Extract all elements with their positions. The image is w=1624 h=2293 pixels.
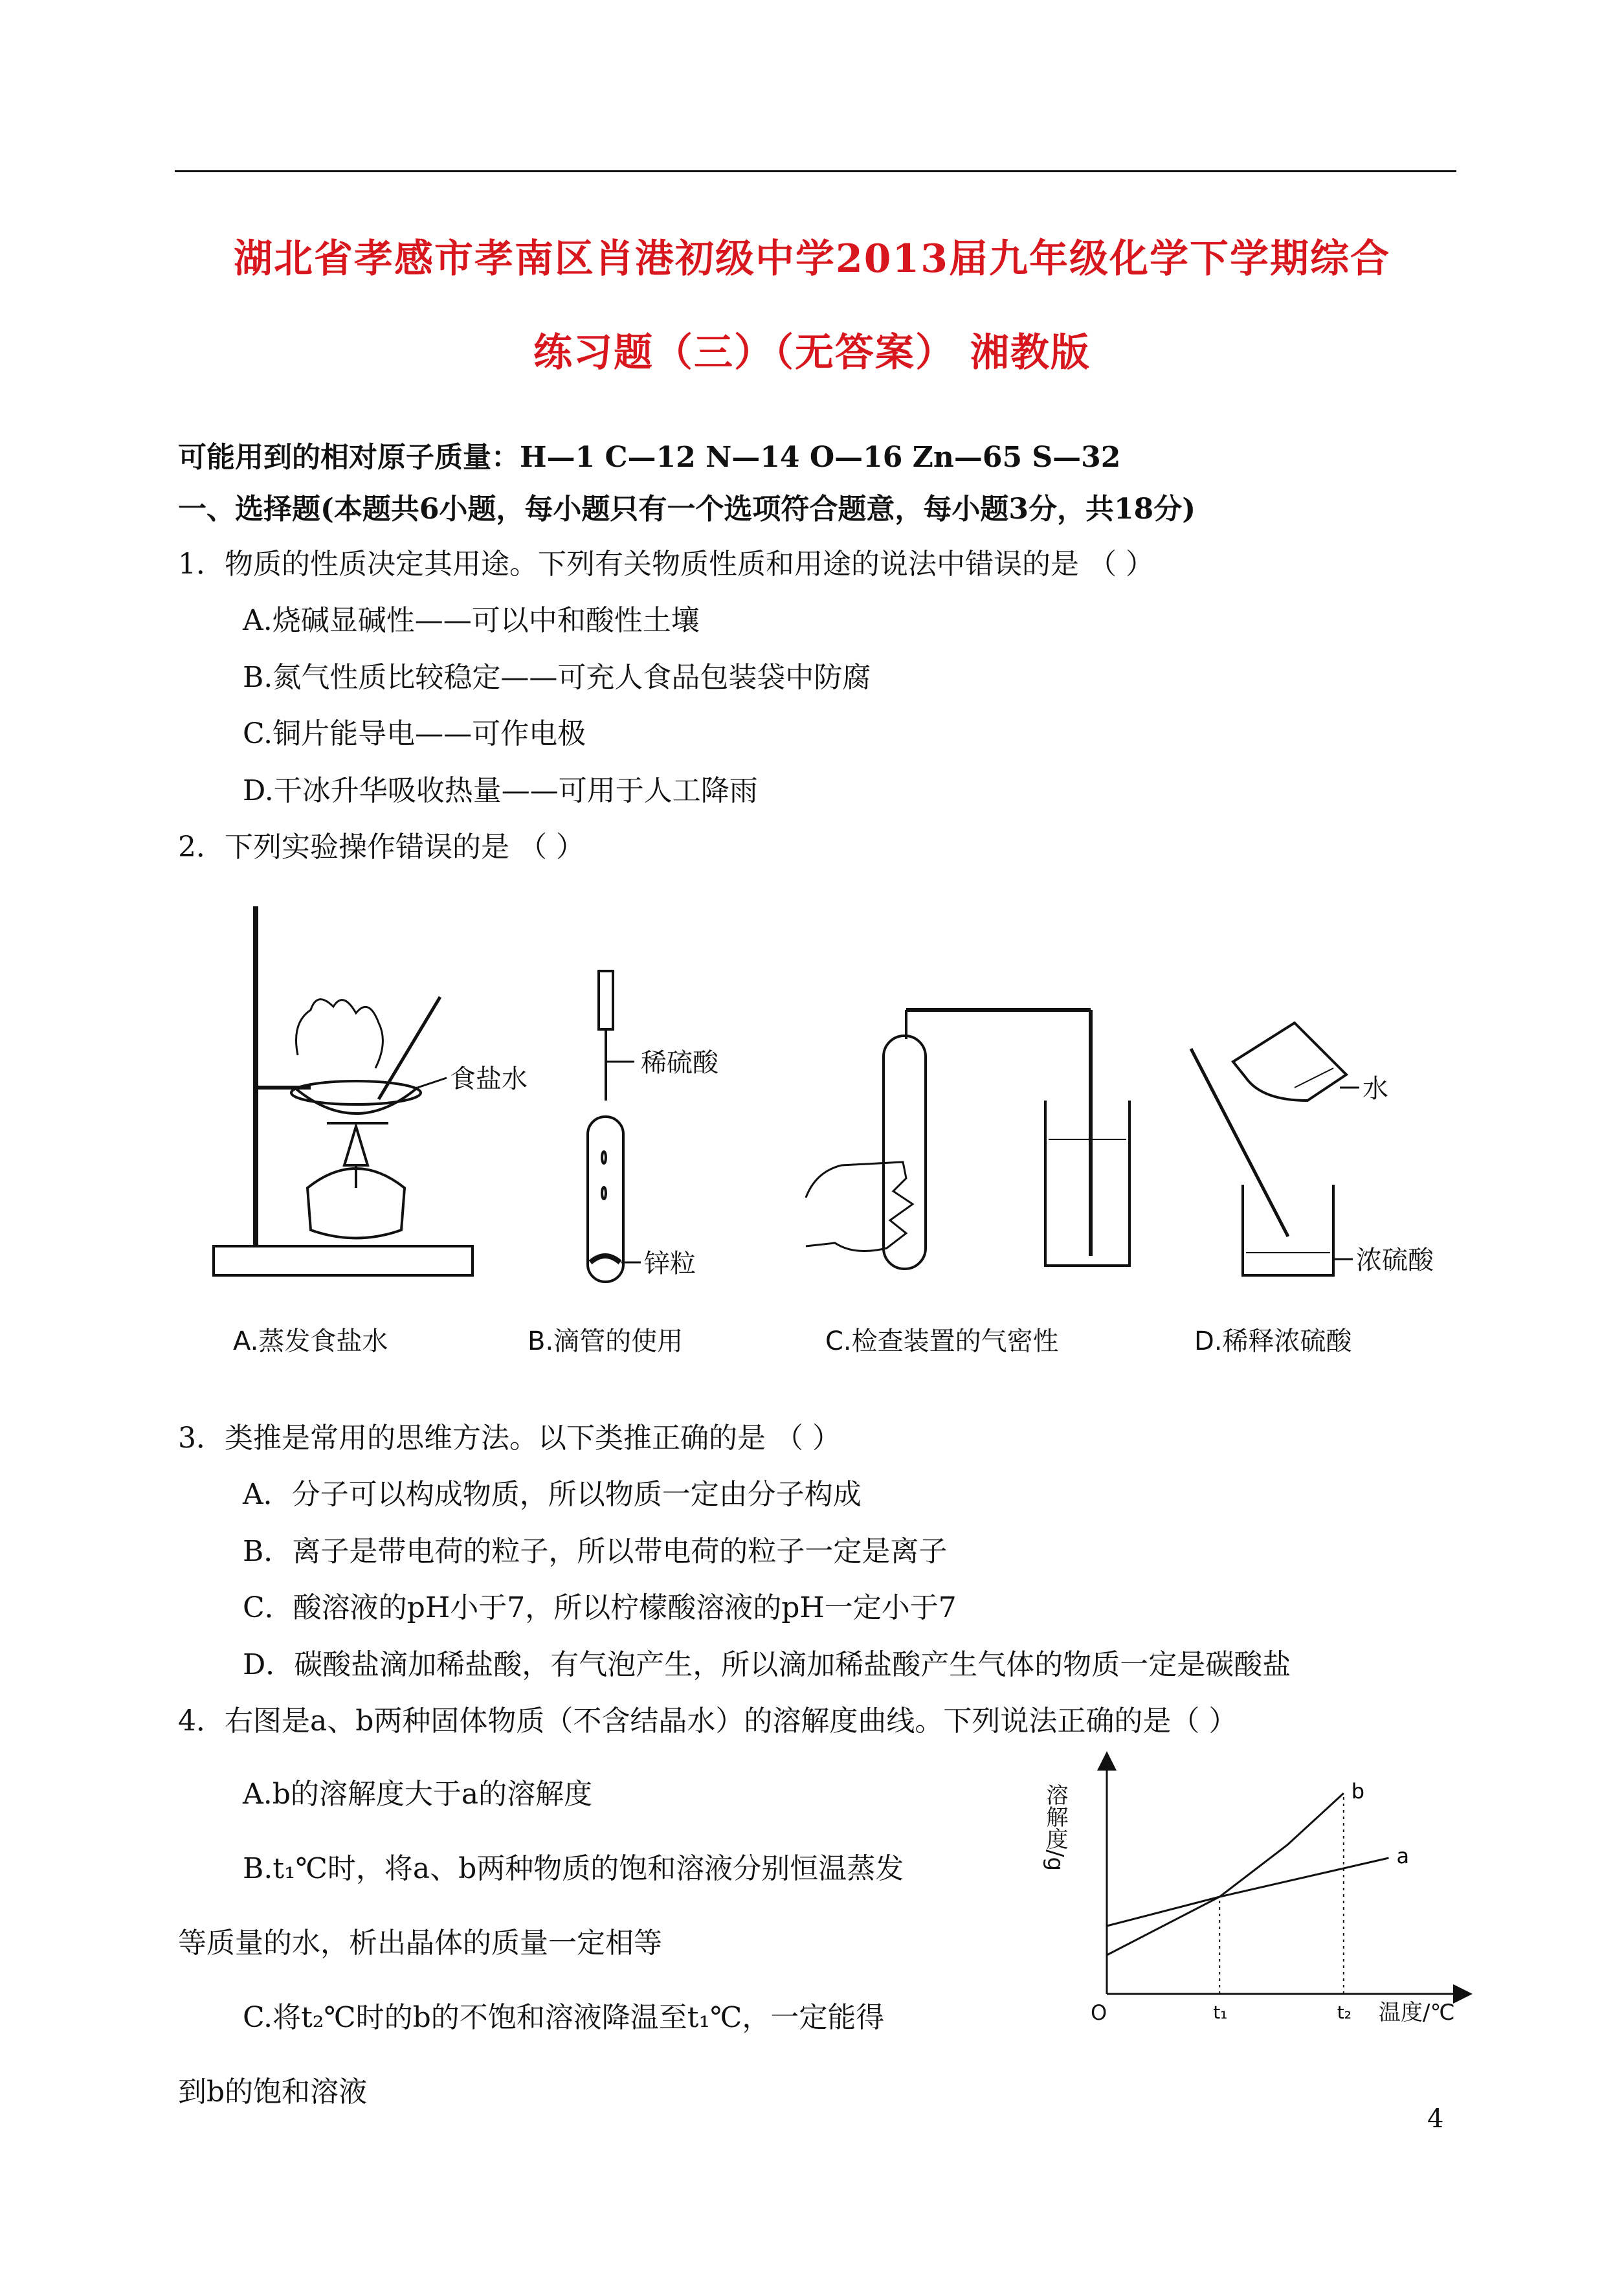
q4-option-b-line2: 等质量的水，析出晶体的质量一定相等 [178,1927,662,1960]
atomic-mass-line: 可能用到的相对原子质量：H—1 C—12 N—14 O—16 Zn—65 S—32 [178,441,1121,474]
beaker-d [1243,1185,1333,1275]
q4-option-a: A.b的溶解度大于a的溶解度 [243,1778,593,1811]
x-tick-label-2: t₂ [1337,2002,1352,2023]
y-axis-label: 溶解度/g [1042,1784,1068,1872]
label-water: 水 [1363,1074,1388,1104]
caption-a: A.蒸发食盐水 [233,1326,388,1356]
x-axis-label: 温度/℃ [1379,2000,1455,2026]
q1-option-b: B.氮气性质比较稳定——可充人食品包装袋中防腐 [243,661,871,694]
caption-d: D.稀释浓硫酸 [1194,1326,1352,1356]
series-b-line [1107,1793,1344,1955]
label-zinc: 锌粒 [644,1249,696,1279]
lab-operations-figure [194,893,1456,1385]
q4-option-b-line1: B.t₁℃时，将a、b两种物质的饱和溶液分别恒温蒸发 [243,1852,904,1885]
q3-option-c: C．酸溶液的pH小于7，所以柠檬酸溶液的pH一定小于7 [243,1591,957,1624]
q1-option-a: A.烧碱显碱性——可以中和酸性土壤 [243,604,700,637]
label-salt-water: 食盐水 [450,1064,528,1094]
flame [344,1126,368,1165]
beaker-water [1233,1023,1346,1101]
page-number: 4 [1427,2104,1444,2134]
dropper-bulb [599,971,613,1029]
q1-option-c: C.铜片能导电——可作电极 [243,717,586,750]
header-rule [175,170,1456,172]
series-a-label: a [1396,1844,1410,1868]
beaker-c [1045,1101,1129,1266]
doc-title-line1: 湖北省孝感市孝南区肖港初级中学2013届九年级化学下学期综合 [234,236,1390,282]
caption-c: C.检查装置的气密性 [825,1326,1059,1356]
q1-option-d: D.干冰升华吸收热量——可用于人工降雨 [243,774,758,807]
series-a-line [1107,1858,1388,1926]
q4-option-c-line1: C.将t₂℃时的b的不饱和溶液降温至t₁℃，一定能得 [243,2001,885,2034]
solubility-chart [1042,1748,1502,2026]
q3-stem: 3．类推是常用的思维方法。以下类推正确的是 （ ） [178,1422,841,1455]
q4-stem: 4．右图是a、b两种固体物质（不含结晶水）的溶解度曲线。下列说法正确的是（ ） [178,1705,1238,1738]
x-tick-label-1: t₁ [1213,2002,1228,2023]
evaporating-dish [295,1088,417,1113]
stand-base [214,1246,473,1275]
caption-b: B.滴管的使用 [528,1326,684,1356]
label-conc-sulfuric-acid: 浓硫酸 [1356,1246,1434,1275]
hand-c [806,1162,913,1251]
label-dilute-sulfuric-acid: 稀硫酸 [641,1048,718,1078]
series-b-label: b [1351,1779,1365,1804]
origin-label: O [1091,2000,1107,2025]
q3-option-d: D．碳酸盐滴加稀盐酸，有气泡产生，所以滴加稀盐酸产生气体的物质一定是碳酸盐 [243,1648,1291,1681]
doc-title-line2: 练习题（三）（无答案） 湘教版 [533,330,1091,375]
hand [296,1000,383,1068]
q3-option-a: A．分子可以构成物质，所以物质一定由分子构成 [243,1478,862,1511]
q2-stem: 2．下列实验操作错误的是 （ ） [178,831,584,864]
section-heading: 一、选择题(本题共6小题，每小题只有一个选项符合题意，每小题3分，共18分) [178,493,1196,526]
q1-stem: 1．物质的性质决定其用途。下列有关物质性质和用途的说法中错误的是 （ ） [178,548,1154,581]
glass-rod-d [1191,1049,1288,1236]
q4-option-c-line2: 到b的饱和溶液 [178,2075,368,2108]
q3-option-b: B．离子是带电荷的粒子，所以带电荷的粒子一定是离子 [243,1535,948,1568]
